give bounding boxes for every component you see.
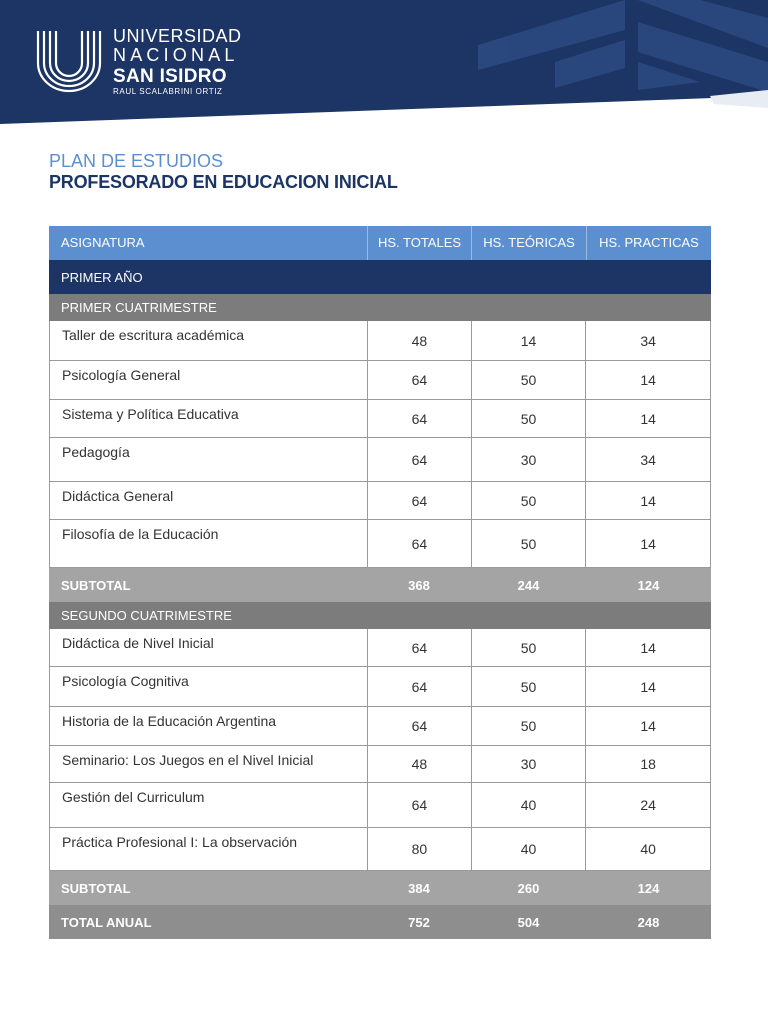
totales-cell: 48 [367, 746, 471, 782]
year-row [49, 260, 711, 294]
teoricas-cell: 50 [471, 361, 586, 399]
table-header-row [49, 226, 711, 260]
practicas-cell: 14 [585, 629, 710, 666]
totales-cell: 64 [367, 707, 471, 745]
subtotal-practicas: 124 [637, 577, 660, 593]
teoricas-cell: 50 [471, 400, 586, 437]
table-row [49, 438, 711, 482]
university-logo-icon [34, 27, 104, 93]
subject-cell: Pedagogía [62, 444, 130, 460]
teoricas-cell: 50 [471, 520, 586, 567]
header-hs-teoricas: HS. TEÓRICAS [471, 226, 586, 260]
table-row [49, 746, 711, 783]
practicas-cell: 40 [585, 828, 710, 870]
table-row [49, 321, 711, 361]
university-name [113, 27, 242, 97]
totales-cell: 64 [367, 783, 471, 827]
totales-cell: 64 [367, 667, 471, 706]
subject-cell: Sistema y Política Educativa [62, 406, 239, 422]
totales-cell: 64 [367, 400, 471, 437]
table-row [49, 482, 711, 520]
university-name-line2: NACIONAL [113, 45, 239, 65]
totales-cell: 48 [367, 321, 471, 360]
table-row [49, 783, 711, 828]
practicas-cell: 14 [585, 520, 710, 567]
table-row [49, 828, 711, 871]
totales-cell: 64 [367, 629, 471, 666]
subject-cell: Gestión del Curriculum [62, 789, 205, 805]
university-name-line4: RAUL SCALABRINI ORTIZ [113, 87, 223, 96]
practicas-cell: 14 [585, 482, 710, 519]
subtotal-row [49, 871, 711, 905]
practicas-cell: 18 [585, 746, 710, 782]
subtotal-row [49, 568, 711, 602]
totales-cell: 64 [367, 438, 471, 481]
university-name-line1: UNIVERSIDAD [113, 26, 242, 46]
practicas-cell: 14 [585, 361, 710, 399]
subject-cell: Didáctica de Nivel Inicial [62, 635, 214, 651]
practicas-cell: 14 [585, 667, 710, 706]
subtotal-label: SUBTOTAL [61, 577, 131, 593]
term-label: PRIMER CUATRIMESTRE [61, 300, 217, 315]
teoricas-cell: 50 [471, 667, 586, 706]
table-row [49, 629, 711, 667]
subject-cell: Práctica Profesional I: La observación [62, 834, 298, 850]
term-label: SEGUNDO CUATRIMESTRE [61, 608, 232, 623]
teoricas-cell: 30 [471, 438, 586, 481]
term-row [49, 602, 711, 629]
practicas-cell: 24 [585, 783, 710, 827]
practicas-cell: 34 [585, 438, 710, 481]
header-hs-totales: HS. TOTALES [367, 226, 471, 260]
practicas-cell: 14 [585, 707, 710, 745]
table-row [49, 400, 711, 438]
subtotal-teoricas: 260 [517, 880, 540, 896]
year-label: PRIMER AÑO [61, 269, 143, 285]
subtotal-totales: 384 [408, 880, 430, 896]
table-row [49, 667, 711, 707]
teoricas-cell: 14 [471, 321, 586, 360]
teoricas-cell: 30 [471, 746, 586, 782]
subject-cell: Historia de la Educación Argentina [62, 713, 277, 729]
totales-cell: 64 [367, 520, 471, 567]
total-totales: 752 [408, 914, 430, 930]
totales-cell: 64 [367, 361, 471, 399]
teoricas-cell: 40 [471, 783, 586, 827]
subject-cell: Psicología General [62, 367, 181, 383]
table-row [49, 707, 711, 746]
subtotal-teoricas: 244 [517, 577, 540, 593]
university-name-line3: SAN ISIDRO [113, 66, 227, 87]
subject-cell: Psicología Cognitiva [62, 673, 189, 689]
total-label: TOTAL ANUAL [61, 914, 152, 930]
plan-subtitle: PROFESORADO EN EDUCACION INICIAL [49, 172, 398, 192]
teoricas-cell: 50 [471, 707, 586, 745]
subject-cell: Seminario: Los Juegos en el Nivel Inicial [62, 752, 314, 768]
table-row [49, 361, 711, 400]
subtotal-totales: 368 [408, 577, 430, 593]
subtotal-label: SUBTOTAL [61, 880, 131, 896]
teoricas-cell: 50 [471, 482, 586, 519]
subject-cell: Taller de escritura académica [62, 327, 245, 343]
subject-cell: Filosofía de la Educación [62, 526, 219, 542]
teoricas-cell: 40 [471, 828, 586, 870]
header-asignatura: ASIGNATURA [61, 235, 145, 250]
total-row [49, 905, 711, 939]
study-plan-table [49, 226, 711, 939]
totales-cell: 64 [367, 482, 471, 519]
practicas-cell: 34 [585, 321, 710, 360]
totales-cell: 80 [367, 828, 471, 870]
plan-title: PLAN DE ESTUDIOS [49, 151, 224, 171]
subtotal-practicas: 124 [637, 880, 660, 896]
total-practicas: 248 [637, 914, 660, 930]
term-row [49, 294, 711, 321]
practicas-cell: 14 [585, 400, 710, 437]
table-row [49, 520, 711, 568]
teoricas-cell: 50 [471, 629, 586, 666]
header-hs-practicas: HS. PRACTICAS [586, 226, 711, 260]
total-teoricas: 504 [517, 914, 540, 930]
subject-cell: Didáctica General [62, 488, 174, 504]
